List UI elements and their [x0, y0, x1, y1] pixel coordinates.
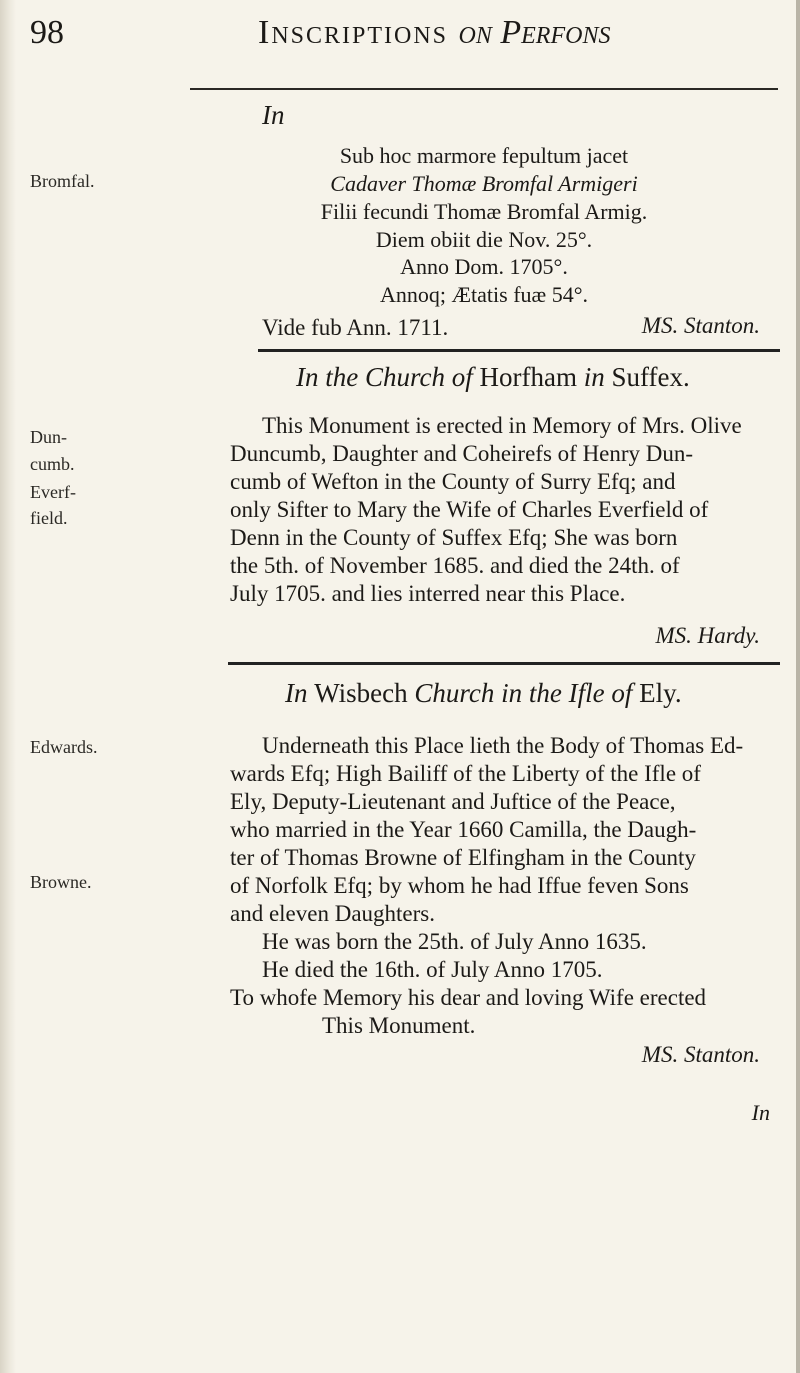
entry3-line-5: ter of Thomas Browne of Elfingham in the County — [230, 845, 696, 870]
entry3-line-4: who married in the Year 1660 Camilla, the Daugh- — [230, 817, 697, 842]
margin-name-browne: Browne. — [30, 872, 92, 892]
entry3-line-9: He died the 16th. of July Anno 1705. — [262, 957, 603, 982]
entry3-line-11: This Monument. — [322, 1013, 476, 1038]
section-rule-2 — [228, 662, 780, 665]
entry1-line-1: Sub hoc marmore fepultum jacet — [339, 143, 629, 168]
entry2-line-3: cumb of Wefton in the County of Surry Efq; and — [230, 469, 676, 494]
entry2-line-5: Denn in the County of Suffex Efq; She was born — [230, 525, 678, 550]
entry3-line-7: and eleven Daughters. — [230, 901, 436, 926]
running-head-italic: on Perfons — [458, 14, 611, 51]
entry3-line-10: To whofe Memory his dear and loving Wife erected — [230, 985, 707, 1010]
entry3-line-1: Underneath this Place lieth the Body of Thomas Ed- — [262, 733, 744, 758]
page-header — [0, 0, 800, 80]
entry1-line-2: Cadaver Thomæ Bromfal Armigeri — [330, 171, 638, 196]
entry1-ms-citation: MS. Stanton. — [641, 313, 760, 338]
margin-name-duncumb-2: cumb. — [30, 454, 75, 474]
catchword: In — [751, 1100, 770, 1125]
entry3-line-3: Ely, Deputy-Lieutenant and Juftice of the Peace, — [230, 789, 676, 814]
running-head-caps: Inscriptions — [258, 14, 449, 51]
section-rule-1 — [258, 349, 780, 352]
entry3-line-6: of Norfolk Efq; by whom he had Iffue feven Sons — [230, 873, 689, 898]
entry1-line-3: Filii fecundi Thomæ Bromfal Armig. — [320, 199, 648, 224]
entry3-line-2: wards Efq; High Bailiff of the Liberty of the Ifle of — [230, 761, 701, 786]
entry2-line-2: Duncumb, Daughter and Coheirefs of Henry Dun- — [230, 441, 694, 466]
entry2-line-4: only Sifter to Mary the Wife of Charles Everfield of — [230, 497, 709, 522]
margin-name-eversfield-1: Everf- — [30, 482, 76, 502]
entry2-ms-citation: MS. Hardy. — [655, 623, 760, 648]
margin-name-edwards: Edwards. — [30, 737, 98, 757]
margin-name-duncumb-1: Dun- — [30, 427, 67, 447]
margin-name-eversfield-2: field. — [30, 508, 68, 528]
entry3-ms-citation: MS. Stanton. — [641, 1042, 760, 1067]
entry1-line-6: Annoq; Ætatis fuæ 54°. — [379, 282, 589, 307]
header-rule — [190, 88, 778, 90]
binding-shadow — [0, 0, 16, 1373]
entry2-line-1: This Monument is erected in Memory of Mrs. Olive — [262, 413, 742, 438]
entry2-line-7: July 1705. and lies interred near this Place. — [230, 581, 626, 606]
entry1-line-4: Diem obiit die Nov. 25°. — [375, 227, 593, 252]
entry3-heading: In Wisbech Church in the Ifle of Ely. — [285, 678, 682, 708]
entry2-line-6: the 5th. of November 1685. and died the 24th. of — [230, 553, 680, 578]
entry1-line-5: Anno Dom. 1705°. — [400, 254, 568, 279]
margin-name-bromfal: Bromfal. — [30, 171, 95, 191]
entry1-heading: In — [262, 100, 285, 130]
entry3-line-8: He was born the 25th. of July Anno 1635. — [262, 929, 647, 954]
entry1-vide: Vide fub Ann. 1711. — [262, 315, 449, 340]
running-head — [258, 14, 610, 52]
page-edge — [796, 0, 800, 1373]
page-number: 98 — [30, 14, 64, 51]
entry2-heading: In the Church of Horfham in Suffex. — [296, 362, 690, 392]
